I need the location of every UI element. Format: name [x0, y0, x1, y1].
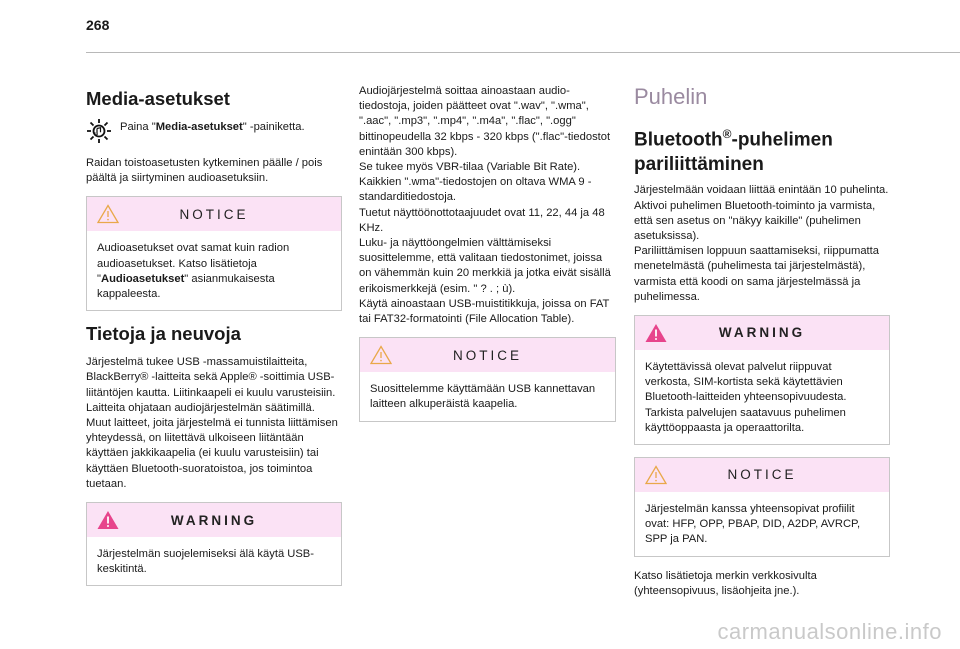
- notice-triangle-icon: [97, 204, 119, 224]
- warning-header: [635, 316, 889, 350]
- notice-header: [87, 197, 341, 231]
- column-3: [634, 78, 890, 609]
- audio-format-text: Audiojärjestelmä soittaa ainoastaan audio-tiedostoja, joiden päätteet ovat ".wav", ".wma", ".aac", ".mp3", ".mp4", ".m4a", ".flac", ".ogg" bittinopeudella 32 kbps - 320 kbps (".flac"-tiedostot enintään 300 kbps). Se tukee myös VBR-tilaa (Variable Bit Rate). Kaikkien ".wma"-tiedostojen on oltava WMA 9 -standarditiedostoja. Tuetut näyttöönottotaajuudet ovat 11, 22, 44 ja 48 KHz. Luku- ja näyttöongelmien välttämiseksi suosittelemme, että valitaan tiedostonimet, joissa on vähemmän kuin 20 merkkiä ja jotka eivät sisällä erikoismerkkejä (esim. " ? . ; ù). Käytä ainoastaan USB-muistitikkuja, joissa on FAT tai FAT32-formatointi (File Allocation Table).: [359, 85, 611, 326]
- column-1: [86, 78, 342, 598]
- notice-label: NOTICE: [727, 467, 797, 483]
- page-number: 268: [86, 17, 110, 33]
- media-settings-icon: [86, 118, 112, 144]
- warning-text: Järjestelmän suojelemiseksi älä käytä USB-keskitintä.: [97, 548, 314, 576]
- info-tips-heading: Tietoja ja neuvoja: [86, 323, 241, 345]
- pairing-instructions: Järjestelmään voidaan liittää enintään 10 puhelinta. Aktivoi puhelimen Bluetooth-toiminto ja varmista, että sen asetus on "näkyy kaikille" (puhelimen asetuksissa). Pariliittämisen loppuun saattamiseksi, riippumatta menetelmästä (puhelimesta tai järjestelmästä), varmista että koodi on sama järjestelmässä ja puhelimessa.: [634, 184, 889, 303]
- warning-box-usb-hub: [86, 502, 342, 586]
- warning-triangle-icon: [645, 323, 667, 343]
- phone-heading: Puhelin: [634, 84, 708, 109]
- website-info-text: Katso lisätietoja merkin verkkosivulta (yhteensopivuus, lisäohjeita jne.).: [634, 569, 817, 597]
- warning-text: Käytettävissä olevat palvelut riippuvat verkosta, SIM-kortista sekä käytettävien Bluetooth-laitteiden yhteensopivuudesta. Tarkista palvelujen saatavuus puhelimen käyttöoppaasta ja operaattorilta.: [645, 360, 847, 434]
- notice-label: NOTICE: [179, 206, 249, 222]
- warning-label: WARNING: [718, 325, 806, 341]
- notice-text: Järjestelmän kanssa yhteensopivat profiilit ovat: HFP, OPP, PBAP, DID, A2DP, AVRCP, SPP ja PAN.: [645, 502, 861, 546]
- watermark: carmanualsonline.info: [717, 619, 942, 644]
- notice-text: Suosittelemme käyttämään USB kannettavan laitteen alkuperäistä kaapelia.: [370, 383, 596, 411]
- notice-text: Audioasetukset ovat samat kuin radion audioasetukset. Katso lisätietoja "Audioasetukset" asianmukaisesta kappaleesta.: [97, 242, 290, 301]
- press-instruction: Paina "Media-asetukset" -painiketta.: [120, 121, 305, 133]
- notice-box-audio: [86, 196, 342, 311]
- usb-support-text: Järjestelmä tukee USB -massamuistilaitteita, BlackBerry® -laitteita sekä Apple® -soittimia USB-liitäntöjen kautta. Liitinkaapeli ei kuulu varusteisiin. Laitteita ohjataan audiojärjestelmän säätimillä. Muut laitteet, joita järjestelmä ei tunnista liittämisen yhteydessä, on liitettävä ulkoiseen liitäntään käyttäen jakkikaapelia (ei kuulu varusteisiin) tai käyttäen Bluetooth-suoratoistoa, jos toimintoa tuetaan.: [86, 356, 338, 490]
- media-settings-description: Raidan toistoasetusten kytkeminen päälle / pois päältä ja siirtyminen audioasetuksiin.: [86, 157, 323, 185]
- warning-header: [87, 503, 341, 537]
- notice-box-usb-cable: [359, 337, 616, 421]
- notice-triangle-icon: [645, 465, 667, 485]
- notice-header: [635, 458, 889, 492]
- warning-label: WARNING: [170, 512, 258, 528]
- notice-triangle-icon: [370, 345, 392, 365]
- media-settings-heading: Media-asetukset: [86, 88, 230, 109]
- notice-label: NOTICE: [452, 347, 522, 363]
- warning-triangle-icon: [97, 510, 119, 530]
- notice-box-profiles: [634, 457, 890, 557]
- bluetooth-pairing-heading: Bluetooth®-puhelimen pariliittäminen: [634, 127, 833, 176]
- warning-box-services: [634, 315, 890, 445]
- top-divider: [86, 52, 960, 53]
- media-settings-instruction: [86, 118, 342, 144]
- column-2: [359, 84, 616, 434]
- notice-header: [360, 338, 615, 372]
